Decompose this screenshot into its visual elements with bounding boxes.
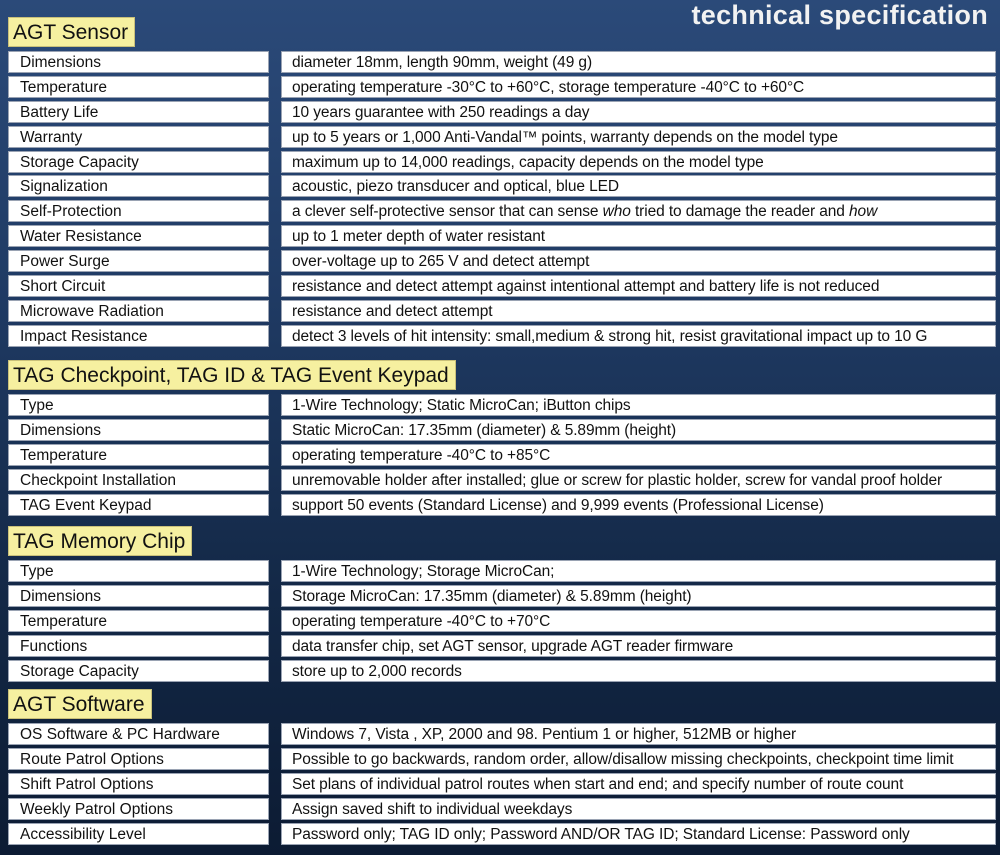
- value-text: a clever self-protective sensor that can sense: [292, 203, 603, 221]
- spec-label: Dimensions: [8, 419, 269, 441]
- spec-label: Short Circuit: [8, 275, 269, 297]
- spec-value: operating temperature -30°C to +60°C, storage temperature -40°C to +60°C: [281, 76, 996, 98]
- spec-label: Functions: [8, 635, 269, 657]
- spec-value: Windows 7, Vista , XP, 2000 and 98. Pentium 1 or higher, 512MB or higher: [281, 723, 996, 745]
- spec-table: [8, 560, 996, 684]
- section-header: TAG Checkpoint, TAG ID & TAG Event Keypad: [8, 360, 456, 390]
- spec-value: Possible to go backwards, random order, allow/disallow missing checkpoints, checkpoint time limit: [281, 748, 996, 770]
- table-row: [8, 151, 996, 176]
- table-row: [8, 494, 996, 519]
- spec-label: Temperature: [8, 610, 269, 632]
- spec-label: Signalization: [8, 175, 269, 197]
- table-row: [8, 76, 996, 101]
- spec-label: Accessibility Level: [8, 823, 269, 845]
- table-row: [8, 200, 996, 225]
- spec-label: Checkpoint Installation: [8, 469, 269, 491]
- spec-value: store up to 2,000 records: [281, 660, 996, 682]
- table-row: [8, 635, 996, 660]
- table-row: [8, 51, 996, 76]
- spec-value: acoustic, piezo transducer and optical, blue LED: [281, 175, 996, 197]
- spec-label: Weekly Patrol Options: [8, 798, 269, 820]
- spec-value: unremovable holder after installed; glue or screw for plastic holder, screw for vandal proof holder: [281, 469, 996, 491]
- section-header: AGT Software: [8, 689, 152, 719]
- spec-value: support 50 events (Standard License) and 9,999 events (Professional License): [281, 494, 996, 516]
- section-agt-sensor: [8, 17, 996, 350]
- table-row: [8, 225, 996, 250]
- spec-value: Storage MicroCan: 17.35mm (diameter) & 5.89mm (height): [281, 585, 996, 607]
- spec-table: [8, 51, 996, 350]
- section-header: AGT Sensor: [8, 17, 135, 47]
- spec-value: resistance and detect attempt against intentional attempt and battery life is not reduced: [281, 275, 996, 297]
- spec-value: up to 5 years or 1,000 Anti-Vandal™ points, warranty depends on the model type: [281, 126, 996, 148]
- table-row: [8, 444, 996, 469]
- value-text: tried to damage the reader and: [630, 203, 850, 221]
- spec-value: 10 years guarantee with 250 readings a day: [281, 101, 996, 123]
- table-row: [8, 469, 996, 494]
- spec-value: over-voltage up to 265 V and detect attempt: [281, 250, 996, 272]
- spec-table: [8, 394, 996, 518]
- table-row: [8, 394, 996, 419]
- table-row: [8, 101, 996, 126]
- spec-label: TAG Event Keypad: [8, 494, 269, 516]
- spec-value: detect 3 levels of hit intensity: small,medium & strong hit, resist gravitational impact up to 10 G: [281, 325, 996, 347]
- spec-label: Battery Life: [8, 101, 269, 123]
- spec-label: Self-Protection: [8, 200, 269, 222]
- spec-value: operating temperature -40°C to +85°C: [281, 444, 996, 466]
- table-row: [8, 823, 996, 848]
- spec-value: maximum up to 14,000 readings, capacity depends on the model type: [281, 151, 996, 173]
- table-row: [8, 175, 996, 200]
- spec-value: operating temperature -40°C to +70°C: [281, 610, 996, 632]
- table-row: [8, 748, 996, 773]
- spec-value: Assign saved shift to individual weekdays: [281, 798, 996, 820]
- section-agt-software: [8, 689, 996, 847]
- table-row: [8, 723, 996, 748]
- emphasis-text: how: [849, 203, 878, 221]
- spec-label: Storage Capacity: [8, 151, 269, 173]
- section-header: TAG Memory Chip: [8, 526, 192, 556]
- spec-label: Impact Resistance: [8, 325, 269, 347]
- table-row: [8, 325, 996, 350]
- table-row: [8, 560, 996, 585]
- spec-value: 1-Wire Technology; Storage MicroCan;: [281, 560, 996, 582]
- table-row: [8, 275, 996, 300]
- spec-label: Temperature: [8, 76, 269, 98]
- section-tag-memory-chip: [8, 526, 996, 684]
- spec-label: Route Patrol Options: [8, 748, 269, 770]
- spec-value: resistance and detect attempt: [281, 300, 996, 322]
- table-row: [8, 773, 996, 798]
- spec-label: Dimensions: [8, 51, 269, 73]
- table-row: [8, 300, 996, 325]
- table-row: [8, 250, 996, 275]
- spec-value: diameter 18mm, length 90mm, weight (49 g): [281, 51, 996, 73]
- spec-value: [281, 200, 996, 222]
- table-row: [8, 798, 996, 823]
- spec-value: up to 1 meter depth of water resistant: [281, 225, 996, 247]
- table-row: [8, 660, 996, 685]
- spec-label: Power Surge: [8, 250, 269, 272]
- spec-label: Warranty: [8, 126, 269, 148]
- spec-value: data transfer chip, set AGT sensor, upgrade AGT reader firmware: [281, 635, 996, 657]
- spec-table: [8, 723, 996, 847]
- spec-value: Set plans of individual patrol routes when start and end; and specify number of route count: [281, 773, 996, 795]
- spec-label: Water Resistance: [8, 225, 269, 247]
- spec-value: Password only; TAG ID only; Password AND/OR TAG ID; Standard License: Password only: [281, 823, 996, 845]
- spec-value: Static MicroCan: 17.35mm (diameter) & 5.89mm (height): [281, 419, 996, 441]
- spec-label: Type: [8, 560, 269, 582]
- spec-label: Shift Patrol Options: [8, 773, 269, 795]
- spec-value: 1-Wire Technology; Static MicroCan; iButton chips: [281, 394, 996, 416]
- spec-label: Storage Capacity: [8, 660, 269, 682]
- table-row: [8, 585, 996, 610]
- spec-label: Microwave Radiation: [8, 300, 269, 322]
- spec-label: Dimensions: [8, 585, 269, 607]
- page-title: technical specification: [691, 0, 988, 30]
- spec-label: OS Software & PC Hardware: [8, 723, 269, 745]
- table-row: [8, 126, 996, 151]
- spec-label: Temperature: [8, 444, 269, 466]
- table-row: [8, 610, 996, 635]
- spec-label: Type: [8, 394, 269, 416]
- section-tag-checkpoint: [8, 360, 996, 518]
- emphasis-text: who: [602, 203, 631, 221]
- table-row: [8, 419, 996, 444]
